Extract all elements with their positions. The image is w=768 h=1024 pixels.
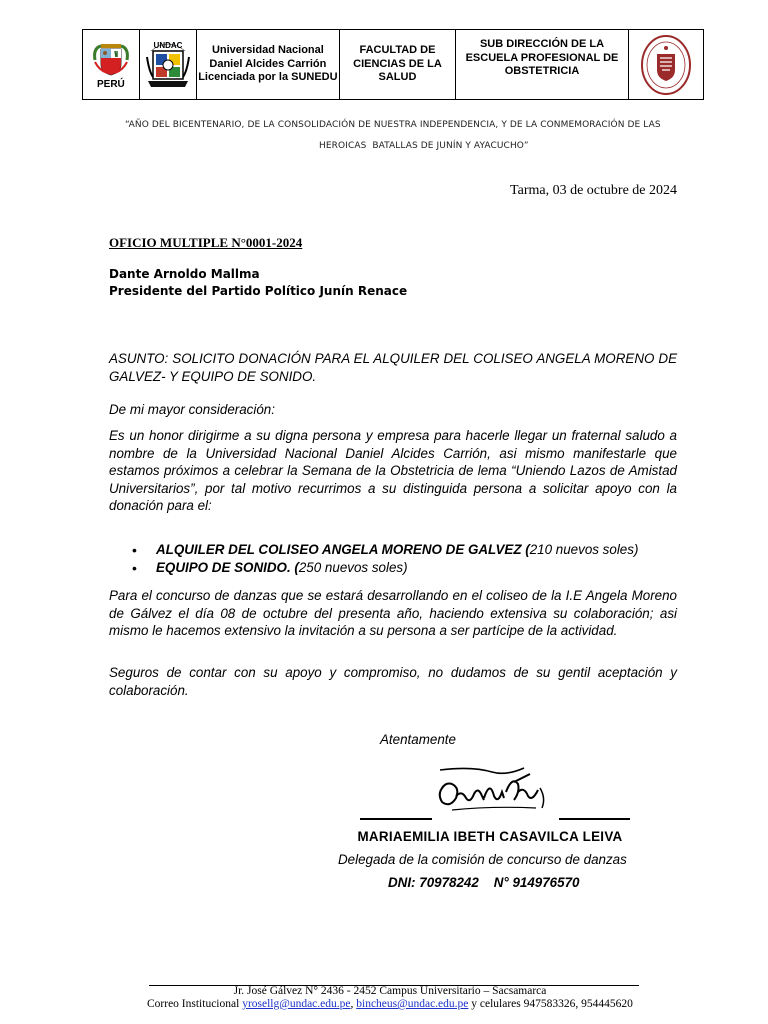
list-item-bold: ALQUILER DEL COLISEO ANGELA MORENO DE GALVEZ (: [156, 542, 530, 557]
signer-name: MARIAEMILIA IBETH CASAVILCA LEIVA: [357, 829, 623, 844]
seal-cell: [629, 30, 703, 99]
closing: Atentamente: [380, 732, 456, 747]
bullet-icon: •: [132, 560, 137, 576]
signer-role: Delegada de la comisión de concurso de danzas: [338, 852, 627, 867]
footer-contact: [147, 998, 633, 1010]
list-item-amount: 210 nuevos soles): [529, 542, 639, 557]
body-paragraph-2: Para el concurso de danzas que se estará desarrollando en el coliseo de la I.E Angela Moreno de Gálvez el día 08 de octubre del presenta año, haciendo extensiva su colaboración; asi mismo le hacemos extensivo la invitación a su persona a ser partícipe de la actividad.: [109, 588, 677, 638]
undac-logo-cell: [140, 30, 197, 99]
subdirection-cell: [456, 30, 629, 99]
bullet-icon: •: [132, 542, 137, 558]
list-item-bold: EQUIPO DE SONIDO. (: [156, 560, 299, 575]
signature-line-left: [360, 818, 432, 820]
letterhead-table: [82, 29, 704, 100]
body-paragraph-3: Seguros de contar con su apoyo y compromiso, no dudamos de su gentil aceptación y colaboración.: [109, 665, 677, 698]
year-motto-line-2: HEROICAS BATALLAS DE JUNÍN Y AYACUCHO”: [319, 141, 529, 151]
signer-dni-phone: DNI: 70978242 N° 914976570: [388, 875, 580, 890]
university-seal-icon: [640, 34, 692, 96]
letter-date: Tarma, 03 de octubre de 2024: [510, 183, 677, 198]
year-motto-line-1: “AÑO DEL BICENTENARIO, DE LA CONSOLIDACIÓN DE NUESTRA INDEPENDENCIA, Y DE LA CONMEMORACIÓN DE LAS: [125, 120, 661, 130]
list-item-amount: 250 nuevos soles): [298, 560, 408, 575]
signature-line-right: [559, 818, 630, 820]
undac-logo-text: UNDAC: [153, 40, 183, 50]
faculty-name: FACULTAD DE CIENCIAS DE LA SALUD: [353, 44, 442, 84]
undac-logo-icon: [145, 37, 191, 93]
subject-line: ASUNTO: SOLICITO DONACIÓN PARA EL ALQUILER DEL COLISEO ANGELA MORENO DE GALVEZ- Y EQUIPO DE SONIDO.: [109, 351, 677, 384]
recipient-name: Dante Arnoldo Mallma: [109, 267, 260, 281]
footer-contact-prefix: Correo Institucional: [147, 998, 243, 1010]
handwritten-signature: [432, 762, 556, 818]
list-item: [132, 541, 638, 559]
subdirection-name: SUB DIRECCIÓN DE LA ESCUELA PROFESIONAL DE OBSTETRICIA: [465, 38, 619, 77]
recipient-position: Presidente del Partido Político Junín Renace: [109, 284, 408, 298]
university-cell: [197, 30, 341, 99]
list-item: [132, 559, 638, 577]
body-paragraph-1: Es un honor dirigirme a su digna persona y empresa para hacerle llegar un fraternal saludo a nombre de la Universidad Nacional Daniel Alcides Carrión, asi mismo manifestarle que estamos próximos a celebrar la Semana de la Obstetricia de lema “Uniendo Lazos de Amistad Universitarios”, por tal motivo recurrimos a su distinguida persona a solicitar apoyo con la donación para el:: [109, 428, 677, 513]
footer-address: Jr. José Gálvez N° 2436 - 2452 Campus Universitario – Sacsamarca: [233, 985, 547, 997]
email-link-1[interactable]: yrosellg@undac.edu.pe: [242, 998, 351, 1010]
donation-list: [132, 541, 638, 577]
greeting: De mi mayor consideración:: [109, 402, 275, 417]
peru-coat-of-arms-icon: [91, 40, 131, 78]
footer-contact-suffix: y celulares 947583326, 954445620: [468, 998, 633, 1010]
footer-separator: ,: [350, 998, 357, 1010]
oficio-title: OFICIO MULTIPLE N°0001-2024: [109, 235, 303, 250]
faculty-cell: [340, 30, 456, 99]
peru-cell: [83, 30, 140, 99]
university-name: Universidad Nacional Daniel Alcides Carrión Licenciada por la SUNEDU: [198, 44, 338, 84]
country-label: PERÚ: [97, 78, 125, 90]
email-link-2[interactable]: bincheus@undac.edu.pe: [356, 998, 469, 1010]
